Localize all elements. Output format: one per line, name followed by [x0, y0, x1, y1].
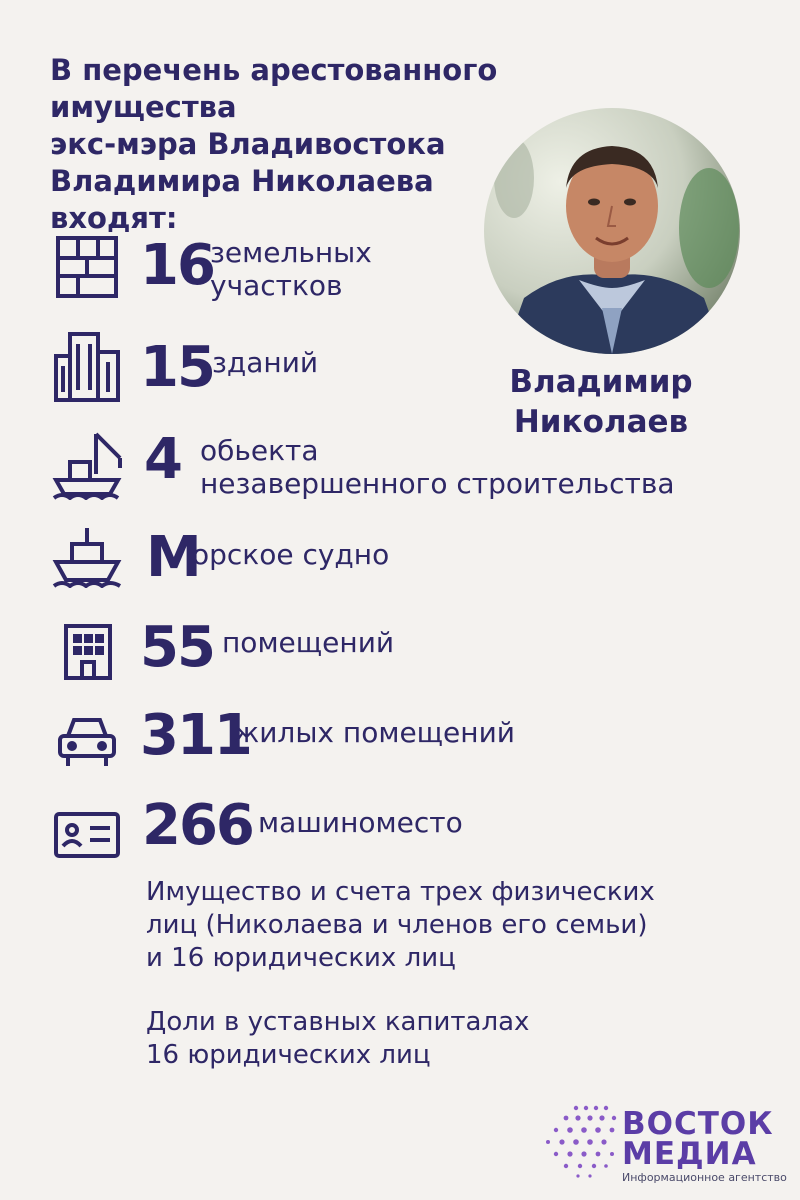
- item-label-line: обьекта: [200, 434, 319, 467]
- buildings-icon: [54, 330, 120, 402]
- title-line: Владимира Николаева: [50, 164, 434, 198]
- title-line: В перечень арестованного имущества: [50, 53, 498, 124]
- car-icon: [56, 714, 118, 768]
- item-label: [210, 236, 372, 302]
- id-card-icon: [54, 812, 120, 858]
- item-label-line: зданий: [212, 346, 319, 379]
- construction-crane-icon: [52, 428, 124, 500]
- item-label: [234, 716, 515, 749]
- logo-line2: МЕДИА: [622, 1136, 757, 1172]
- item-number: 311: [140, 703, 251, 768]
- item-label-line: машиноместо: [258, 806, 463, 839]
- title-line: входят:: [50, 201, 178, 235]
- item-label-line: жилых помещений: [234, 716, 515, 749]
- item-label: [200, 434, 675, 500]
- note-line: и 16 юридических лиц: [146, 943, 456, 973]
- item-label-line: помещений: [222, 626, 395, 659]
- item-label-line: участков: [210, 269, 343, 302]
- note-paragraph: [146, 876, 756, 975]
- note-line: 16 юридических лиц: [146, 1040, 431, 1070]
- note-line: Доли в уставных капиталах: [146, 1007, 530, 1037]
- note-paragraph: [146, 1006, 756, 1072]
- item-number: 16: [140, 233, 214, 298]
- person-name: [476, 362, 726, 442]
- land-plots-icon: [56, 236, 118, 298]
- ship-icon: [52, 524, 122, 588]
- note-line: лиц (Николаева и членов его семьи): [146, 910, 648, 940]
- person-last-name: Николаев: [513, 404, 689, 440]
- item-number: М: [146, 525, 200, 590]
- item-label: [258, 806, 463, 839]
- item-number: 55: [140, 615, 214, 680]
- item-number: 4: [144, 427, 181, 492]
- item-label-line: незавершенного строительства: [200, 467, 675, 500]
- item-label: [212, 346, 318, 379]
- person-first-name: Владимир: [509, 364, 693, 400]
- note-line: Имущество и счета трех физических: [146, 877, 655, 907]
- item-label: [192, 538, 389, 571]
- title-line: экс-мэра Владивостока: [50, 127, 446, 161]
- item-label: [222, 626, 394, 659]
- item-number: 15: [140, 335, 214, 400]
- portrait-photo: [484, 108, 740, 354]
- item-label-line: орское судно: [192, 538, 390, 571]
- item-number: 266: [142, 793, 253, 858]
- apartment-building-icon: [62, 624, 114, 680]
- logo-line1: ВОСТОК: [622, 1106, 774, 1142]
- item-label-line: земельных: [210, 236, 372, 269]
- logo-subtitle: Информационное агентство: [622, 1171, 787, 1184]
